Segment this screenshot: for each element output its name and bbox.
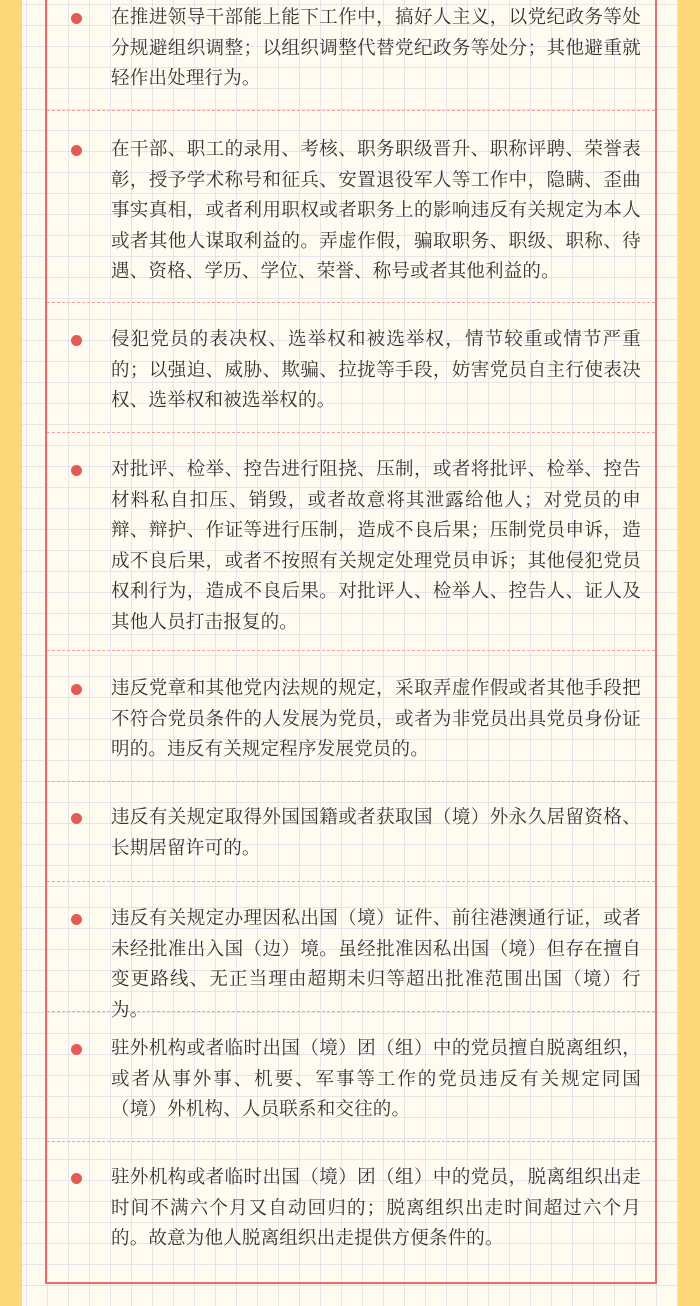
list-item-text: 驻外机构或者临时出国（境）团（组）中的党员，脱离组织出走时间不满六个月又自动回归的；脱离组织出走时间超过六个月的。故意为他人脱离组织出走提供方便条件的。 [111, 1167, 641, 1249]
list-item [47, 1012, 655, 1142]
list-item-text: 在干部、职工的录用、考核、职务职级晋升、职称评聘、荣誉表彰，授予学术称号和征兵、安置退役军人等工作中，隐瞒、歪曲事实真相，或者利用职权或者职务上的影响违反有关规定为本人或者其他人谋取利益的。弄虚作假，骗取职务、职级、职称、待遇、资格、学历、学位、荣誉、称号或者其他利益的。 [111, 139, 641, 282]
list-item [47, 303, 655, 433]
content-frame [45, 0, 657, 1284]
list-item [47, 1142, 655, 1280]
bullet-dot-icon [71, 684, 82, 695]
list-item-text: 违反有关规定取得外国国籍或者获取国（境）外永久居留资格、长期居留许可的。 [111, 807, 641, 859]
bullet-dot-icon [71, 914, 82, 925]
list-item-text: 在推进领导干部能上能下工作中，搞好人主义，以党纪政务等处分规避组织调整；以组织调整代替党纪政务等处分；其他避重就轻作出处理行为。 [111, 7, 641, 89]
page-background [22, 0, 678, 1306]
list-item-text: 违反有关规定办理因私出国（境）证件、前往港澳通行证，或者未经批准出入国（边）境。虽经批准因私出国（境）但存在擅自变更路线、无正当理由超期未归等超出批准范围出国（境）行为。 [111, 908, 641, 1021]
list-item-text: 违反党章和其他党内法规的规定，采取弄虚作假或者其他手段把不符合党员条件的人发展为党员，或者为非党员出具党员身份证明的。违反有关规定程序发展党员的。 [111, 678, 641, 760]
list-item-text: 侵犯党员的表决权、选举权和被选举权，情节较重或情节严重的；以强迫、威胁、欺骗、拉拢等手段，妨害党员自主行使表决权、选举权和被选举权的。 [111, 329, 641, 411]
list-item-text: 对批评、检举、控告进行阻挠、压制，或者将批评、检举、控告材料私自扣压、销毁，或者故意将其泄露给他人；对党员的申辩、辩护、作证等进行压制，造成不良后果；压制党员申诉，造成不良后果，或者不按照有关规定处理党员申诉；其他侵犯党员权利行为，造成不良后果。对批评人、检举人、控告人、证人及其他人员打击报复的。 [111, 459, 641, 633]
bullet-dot-icon [71, 145, 82, 156]
list-item [47, 782, 655, 882]
bullet-dot-icon [71, 13, 82, 24]
bullet-dot-icon [71, 813, 82, 824]
list-item [47, 433, 655, 651]
list-item [47, 111, 655, 303]
bullet-dot-icon [71, 1044, 82, 1055]
list-item [47, 0, 655, 111]
bullet-dot-icon [71, 465, 82, 476]
bullet-dot-icon [71, 335, 82, 346]
list-item [47, 651, 655, 782]
list-item-text: 驻外机构或者临时出国（境）团（组）中的党员擅自脱离组织，或者从事外事、机要、军事等工作的党员违反有关规定同国（境）外机构、人员联系和交往的。 [111, 1038, 641, 1120]
list-item [47, 882, 655, 1021]
bullet-dot-icon [71, 1173, 82, 1184]
violation-list [47, 0, 655, 1280]
